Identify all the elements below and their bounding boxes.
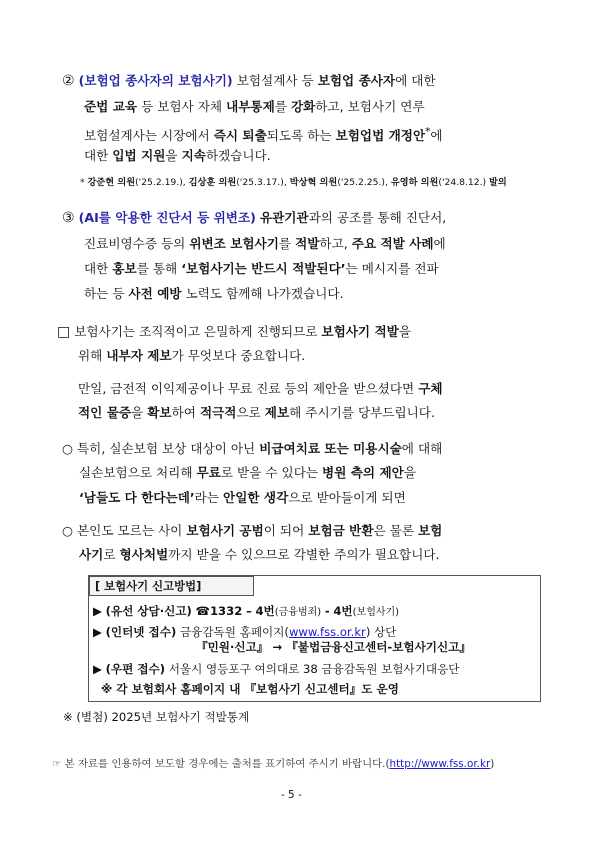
phone-icon: ☎1332 — [195, 604, 243, 618]
attachment-note: ※ (별첨) 2025년 보험사기 적발통계 — [63, 710, 250, 724]
para1-line2: 위해 내부자 제보가 무엇보다 중요합니다. — [78, 348, 306, 363]
report-row-phone: ▶ (유선 상담·신고) ☎1332 – 4번(금융범죄) - 4번(보험사기) — [93, 604, 400, 618]
pointing-hand-icon: ☞ — [52, 758, 62, 770]
circle1-line2: 실손보험으로 처리해 무료로 받을 수 있다는 병원 측의 제안을 — [79, 465, 416, 480]
item2-marker: ② — [62, 73, 75, 89]
fss-link[interactable]: www.fss.or.kr — [288, 625, 366, 639]
circle2-line1: ○ 본인도 모르는 사이 보험사기 공범이 되어 보험금 반환은 물론 보험 — [62, 523, 443, 538]
square-bullet: □ — [57, 324, 71, 340]
arrow-right-icon: → — [272, 640, 283, 654]
item2-line2: 준법 교육 등 보험사 자체 내부통제를 강화하고, 보험사기 연루 — [84, 99, 425, 114]
item2-line1: ② (보험업 종사자의 보험사기) 보험설계사 등 보험업 종사자에 대한 — [62, 73, 436, 89]
page-number: - 5 - — [281, 789, 302, 801]
item2-line4: 대한 입법 지원을 지속하겠습니다. — [84, 148, 271, 163]
para2-line1: 만일, 금전적 이익제공이나 무료 진료 등의 제안을 받으셨다면 구체 — [78, 381, 443, 396]
play-arrow-icon: ▶ — [93, 625, 102, 639]
report-row-note: ※ 각 보험회사 홈페이지 내 『보험사기 신고센터』도 운영 — [101, 682, 399, 696]
item3-line3: 대한 홍보를 통해 ‘보험사기는 반드시 적발된다’는 메시지를 전파 — [84, 261, 439, 276]
item3-line2: 진료비영수증 등의 위변조 보험사기를 적발하고, 주요 적발 사례에 — [84, 236, 446, 251]
report-row-internet: ▶ (인터넷 접수) 금융감독원 홈페이지(www.fss.or.kr) 상단 — [93, 625, 397, 639]
play-arrow-icon: ▶ — [93, 604, 102, 618]
report-row-path: 『민원·신고』 → 『불법금융신고센터-보험사기신고』 — [196, 640, 471, 654]
item2-line3: 보험설계사는 시장에서 즉시 퇴출되도록 하는 보험업법 개정안*에 — [84, 126, 443, 144]
source-note: ☞ 본 자료를 인용하여 보도할 경우에는 출처를 표기하여 주시기 바랍니다.(http://www.fss.or.kr) — [52, 758, 495, 770]
para1-line1: □ 보험사기는 조직적이고 은밀하게 진행되므로 보험사기 적발을 — [57, 324, 411, 340]
item3-line1: ③ (AI를 악용한 진단서 등 위변조) 유관기관과의 공조를 통해 진단서, — [62, 210, 447, 226]
circle1-line1: ○ 특히, 실손보험 보상 대상이 아닌 비급여치료 또는 미용시술에 대해 — [62, 441, 443, 456]
circle1-line3: ‘남들도 다 한다는데’라는 안일한 생각으로 받아들이게 되면 — [79, 490, 406, 505]
item3-line4: 하는 등 사전 예방 노력도 함께해 나가겠습니다. — [84, 286, 344, 301]
item3-marker: ③ — [62, 210, 75, 226]
item3-heading: (AI를 악용한 진단서 등 위변조) — [78, 210, 256, 225]
source-link[interactable]: http://www.fss.or.kr — [389, 758, 491, 770]
item2-heading: (보험업 종사자의 보험사기) — [78, 73, 233, 88]
circle-bullet: ○ — [62, 441, 73, 456]
footnote: * 강준현 의원('25.2.19.), 김상훈 의원('25.3.17.), 박상혁 의원('25.2.25.), 유영하 의원('24.8.12.) 발의 — [80, 177, 507, 188]
circle-bullet: ○ — [62, 523, 73, 538]
report-method-title: [ 보험사기 신고방법] — [95, 579, 202, 593]
para2-line2: 적인 물증을 확보하여 적극적으로 제보해 주시기를 당부드립니다. — [78, 405, 435, 420]
play-arrow-icon: ▶ — [93, 662, 102, 676]
report-row-mail: ▶ (우편 접수) 서울시 영등포구 여의대로 38 금융감독원 보험사기대응단 — [93, 662, 460, 676]
circle2-line2: 사기로 형사처벌까지 받을 수 있으므로 각별한 주의가 필요합니다. — [79, 547, 440, 562]
